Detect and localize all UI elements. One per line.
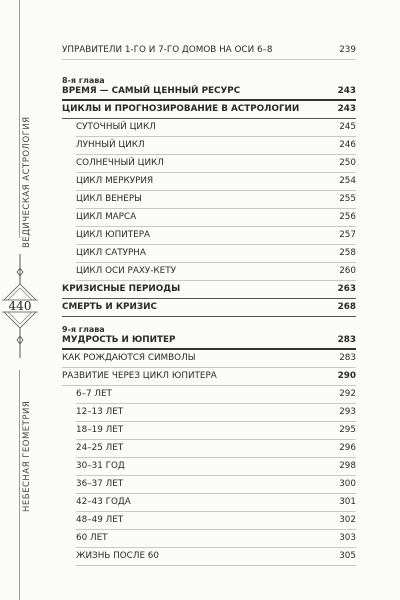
toc-entry [76, 441, 356, 455]
toc-entry-page: 302 [339, 515, 356, 525]
toc-entry-title: СУТОЧНЫЙ ЦИКЛ [76, 122, 156, 132]
toc-entry-title: 36–37 ЛЕТ [76, 479, 124, 489]
toc-entry-page: 268 [337, 302, 356, 312]
toc-entry [62, 282, 356, 296]
toc-entry-page: 301 [339, 497, 356, 507]
toc-entry-rule [76, 421, 356, 422]
toc-entry-title: УПРАВИТЕЛИ 1-ГО И 7-ГО ДОМОВ НА ОСИ 6–8 [62, 45, 273, 55]
toc-entry [76, 513, 356, 527]
toc-entry-rule [76, 475, 356, 476]
toc-entry-page: 303 [339, 533, 356, 543]
toc-entry [76, 423, 356, 437]
toc-entry [76, 174, 356, 188]
toc-entry [76, 495, 356, 509]
toc-entry-page: 260 [339, 266, 356, 276]
toc-entry [76, 210, 356, 224]
toc-entry-rule [76, 280, 356, 281]
toc-entry-page: 246 [339, 140, 356, 150]
toc-entry [76, 531, 356, 545]
toc-entry-page: 263 [337, 284, 356, 294]
toc-entry-rule [76, 244, 356, 245]
toc-entry-rule [62, 385, 356, 386]
toc-entry-title: КРИЗИСНЫЕ ПЕРИОДЫ [62, 284, 181, 294]
toc-entry-title: ЦИКЛ МАРСА [76, 212, 137, 222]
toc-entry-rule [76, 208, 356, 209]
toc-entry [62, 333, 356, 347]
toc-entry [76, 246, 356, 260]
toc-entry-page: 298 [339, 461, 356, 471]
toc-entry-rule [76, 403, 356, 404]
toc-entry [62, 300, 356, 314]
toc-entry [76, 138, 356, 152]
toc-entry-page: 257 [339, 230, 356, 240]
toc-entry-title: 60 ЛЕТ [76, 533, 108, 543]
toc-entry [76, 120, 356, 134]
toc-entry-rule [62, 99, 356, 101]
toc-entry-rule [76, 547, 356, 548]
toc-entry-page: 254 [339, 176, 356, 186]
toc-entry-page: 245 [339, 122, 356, 132]
toc-entry-rule [62, 59, 356, 60]
toc-entry-rule [62, 298, 356, 299]
toc-entry-title: ВРЕМЯ — САМЫЙ ЦЕННЫЙ РЕСУРС [62, 86, 241, 96]
toc-entry-rule [76, 565, 356, 566]
toc-entry-title: 18–19 ЛЕТ [76, 425, 124, 435]
side-rule-top [19, 0, 20, 238]
toc-entry-page: 258 [339, 248, 356, 258]
toc-entry [76, 405, 356, 419]
toc-entry-title: 42–43 ГОДА [76, 497, 131, 507]
toc-entry [62, 351, 356, 365]
chapter-9-label: 9-я глава [62, 325, 105, 334]
toc-entry-page: 283 [337, 335, 356, 345]
toc-entry-title: ЦИКЛ САТУРНА [76, 248, 146, 258]
running-title-book: ВЕДИЧЕСКАЯ АСТРОЛОГИЯ [22, 116, 32, 248]
toc-entry-title: ЛУННЫЙ ЦИКЛ [76, 140, 145, 150]
toc-entry [62, 43, 356, 57]
toc-entry-page: 300 [339, 479, 356, 489]
toc-entry-title: КАК РОЖДАЮТСЯ СИМВОЛЫ [62, 353, 196, 363]
toc-entry-title: ЦИКЛ МЕРКУРИЯ [76, 176, 154, 186]
toc-entry-title: ЦИКЛ ВЕНЕРЫ [76, 194, 142, 204]
toc-entry-rule [76, 529, 356, 530]
toc-entry-rule [62, 118, 356, 119]
toc-entry-page: 255 [339, 194, 356, 204]
toc-entry-title: ЦИКЛЫ И ПРОГНОЗИРОВАНИЕ В АСТРОЛОГИИ [62, 104, 300, 114]
toc-entry-rule [76, 172, 356, 173]
toc-entry [62, 369, 356, 383]
toc-entry-rule [76, 226, 356, 227]
toc-entry-title: РАЗВИТИЕ ЧЕРЕЗ ЦИКЛ ЮПИТЕРА [62, 371, 217, 381]
toc-entry-page: 290 [337, 371, 356, 381]
toc-entry [76, 156, 356, 170]
toc-entry [76, 264, 356, 278]
toc-entry-title: 12–13 ЛЕТ [76, 407, 124, 417]
toc-entry-page: 295 [339, 425, 356, 435]
toc-entry-title: ЦИКЛ ОСИ РАХУ-КЕТУ [76, 266, 176, 276]
toc-entry-rule [76, 154, 356, 155]
toc-entry [76, 459, 356, 473]
running-title-series: НЕБЕСНАЯ ГЕОМЕТРИЯ [22, 400, 32, 512]
toc-entry-rule [76, 457, 356, 458]
toc-entry-rule [62, 348, 356, 350]
toc-entry-page: 296 [339, 443, 356, 453]
toc-entry-title: ЖИЗНЬ ПОСЛЕ 60 [76, 551, 159, 561]
toc-entry [76, 228, 356, 242]
toc-entry [76, 477, 356, 491]
toc-entry-page: 239 [339, 45, 356, 55]
toc-entry-title: ЦИКЛ ЮПИТЕРА [76, 230, 151, 240]
page-number: 440 [8, 299, 32, 313]
toc-entry-title: 30–31 ГОД [76, 461, 125, 471]
toc-entry-rule [76, 190, 356, 191]
toc-entry-rule [62, 367, 356, 368]
toc-entry-rule [76, 439, 356, 440]
toc-entry [76, 387, 356, 401]
toc-entry-title: МУДРОСТЬ И ЮПИТЕР [62, 335, 176, 345]
toc-entry [76, 549, 356, 563]
toc-entry-page: 243 [337, 104, 356, 114]
toc-entry-rule [76, 511, 356, 512]
toc-entry-page: 243 [337, 86, 356, 96]
toc-entry-page: 283 [339, 353, 356, 363]
chapter-8-label: 8-я глава [62, 76, 105, 85]
toc-entry-title: СОЛНЕЧНЫЙ ЦИКЛ [76, 158, 164, 168]
toc-entry-page: 250 [339, 158, 356, 168]
toc-entry-page: 305 [339, 551, 356, 561]
toc-entry-rule [76, 262, 356, 263]
toc-entry-rule [62, 316, 356, 317]
toc-entry-page: 256 [339, 212, 356, 222]
toc-entry [62, 84, 356, 98]
toc-entry-page: 292 [339, 389, 356, 399]
toc-entry-rule [76, 136, 356, 137]
toc-entry-title: 24–25 ЛЕТ [76, 443, 124, 453]
toc-entry-title: 48–49 ЛЕТ [76, 515, 124, 525]
toc-entry-rule [76, 493, 356, 494]
toc-entry [62, 102, 356, 116]
toc-entry-title: 6–7 ЛЕТ [76, 389, 112, 399]
side-rule-bottom [19, 370, 20, 600]
toc-entry-page: 293 [339, 407, 356, 417]
toc-entry-title: СМЕРТЬ И КРИЗИС [62, 302, 157, 312]
toc-entry [76, 192, 356, 206]
